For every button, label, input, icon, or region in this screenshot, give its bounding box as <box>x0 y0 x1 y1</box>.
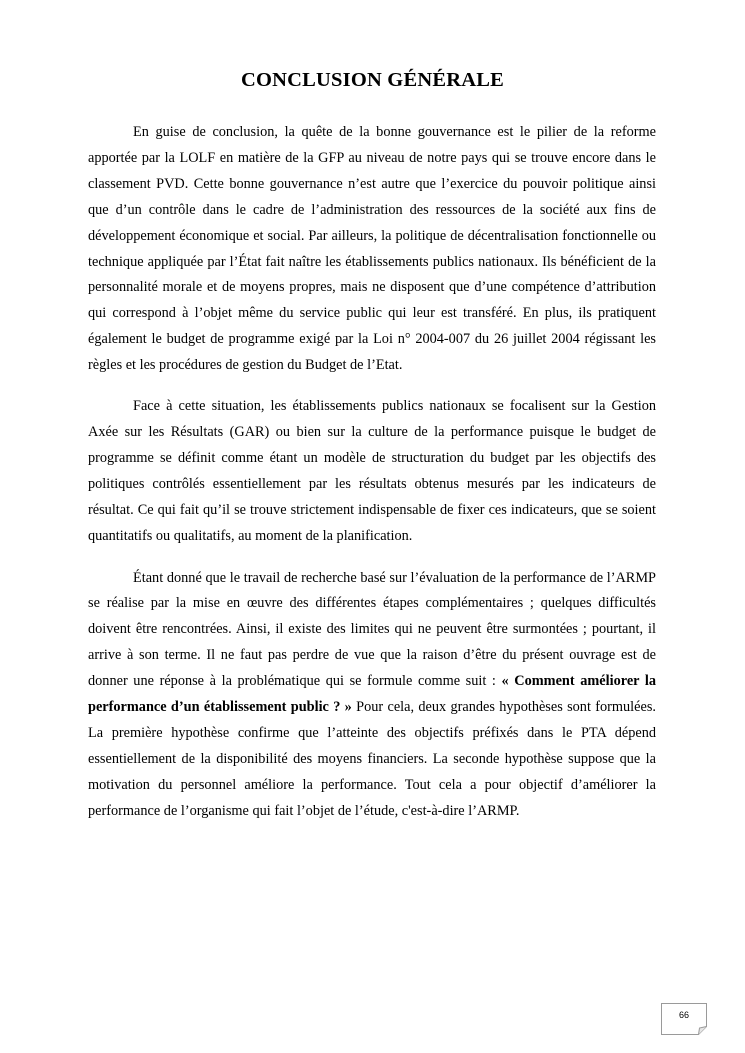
body-text <box>88 120 656 841</box>
research-question: « Comment améliorer la performance d’un établissement public ? » <box>88 673 656 716</box>
paragraph-3-text-end: Pour cela, deux grandes hypothèses sont formulées. La première hypothèse confirme que l’atteinte des objectifs préfixés dans le PTA dépend essentiellement de la disponibilité des moyens financiers. La seconde hypothèse suppose que la motivation du personnel améliore la performance. Tout cela a pour objectif d’améliorer la performance de l’organisme qui fait l’objet de l’étude, c'est-à-dire l’ARMP. <box>88 699 656 819</box>
paragraph-3-text-start: Étant donné que le travail de recherche basé sur l’évaluation de la performance de l’ARMP se réalise par la mise en œuvre des différentes étapes complémentaires ; quelques difficultés doivent être rencontrées. Ainsi, il existe des limites qui ne peuvent être surmontées ; pourtant, il arrive à son terme. Il ne faut pas perdre de vue que la raison d’être du présent ouvrage est de donner une réponse à la problématique qui se formule comme suit : <box>88 569 656 690</box>
page-number: 66 <box>678 1010 689 1020</box>
page-title: CONCLUSION GÉNÉRALE <box>241 69 504 91</box>
paragraph-3 <box>88 566 656 825</box>
paragraph-2: Face à cette situation, les établissements publics nationaux se focalisent sur la Gestion Axée sur les Résultats (GAR) ou bien sur la culture de la performance puisque le budget de programme se définit comme étant un modèle de structuration du budget par les objectifs des politiques contrôlés essentiellement par les résultats obtenus mesurés par les indicateurs de résultat. Ce qui fait qu’il se trouve strictement indispensable de fixer ces indicateurs, que se soient quantitatifs ou qualitatifs, au moment de la planification. <box>88 398 656 544</box>
page-number-box <box>661 1003 707 1035</box>
paragraph-1: En guise de conclusion, la quête de la bonne gouvernance est le pilier de la reforme apportée par la LOLF en matière de la GFP au niveau de notre pays qui se trouve encore dans le classement PVD. Cette bonne gouvernance n’est autre que l’exercice du pouvoir politique ainsi que d’un contrôle dans le cadre de l’administration des ressources de la société aux fins de développement économique et social. Par ailleurs, la politique de décentralisation fonctionnelle ou technique appliquée par l’État fait naître les établissements publics nationaux. Ils bénéficient de la personnalité morale et de moyens propres, mais ne disposent que d’une compétence d’attribution qui correspond à l’objet même du service public qui leur est transféré. En plus, ils pratiquent également le budget de programme exigé par la Loi n° 2004-007 du 26 juillet 2004 régissant les règles et les procédures de gestion du Budget de l’Etat. <box>88 124 656 374</box>
